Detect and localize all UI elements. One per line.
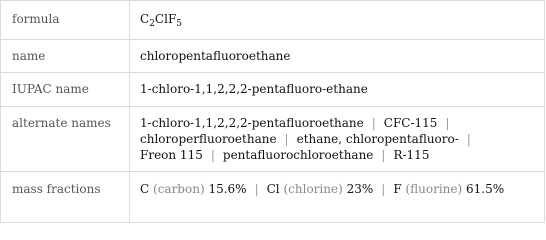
separator: | [381, 182, 386, 196]
name-value: chloropentafluoroethane [140, 49, 291, 63]
alternate-name: Freon 115 [140, 148, 203, 162]
separator: | [210, 148, 215, 162]
formula-value: $C_2ClF_5$ [140, 12, 183, 29]
separator: | [371, 116, 376, 130]
mass-fraction: 23% [346, 182, 374, 196]
separator: | [284, 132, 289, 146]
element-symbol: F [393, 182, 402, 196]
formula-label: formula [12, 12, 60, 26]
iupac-label: IUPAC name [12, 82, 89, 96]
iupac-value: 1-chloro-1,1,2,2,2-pentafluoro-ethane [140, 82, 368, 96]
alternate-name: R-115 [393, 148, 430, 162]
alternate-names-value [140, 115, 536, 163]
iupac-row [1, 72, 544, 106]
separator: | [254, 182, 259, 196]
formula-row [1, 1, 544, 39]
alternate-name: ethane, chloropentafluoro- [296, 132, 459, 146]
element-symbol: C [140, 182, 150, 196]
element-name: (fluorine) [405, 182, 463, 196]
name-row [1, 39, 544, 72]
separator: | [381, 148, 386, 162]
mass-fraction: 15.6% [208, 182, 247, 196]
separator: | [445, 116, 450, 130]
element-name: (chlorine) [283, 182, 343, 196]
separator: | [466, 132, 471, 146]
mass-fraction: 61.5% [466, 182, 505, 196]
alternate-name: chloroperfluoroethane [140, 132, 277, 146]
alternate-names-row [1, 106, 544, 171]
element-name: (carbon) [153, 182, 205, 196]
alternate-names-label: alternate names [12, 116, 111, 130]
mass-fractions-label: mass fractions [12, 182, 101, 196]
element-symbol: Cl [266, 182, 280, 196]
alternate-name: 1-chloro-1,1,2,2,2-pentafluoroethane [140, 116, 364, 130]
alternate-name: pentafluorochloroethane [222, 148, 374, 162]
mass-fractions-row [1, 171, 544, 224]
mass-fractions-value [140, 181, 510, 197]
alternate-name: CFC-115 [383, 116, 438, 130]
name-label: name [12, 49, 46, 63]
